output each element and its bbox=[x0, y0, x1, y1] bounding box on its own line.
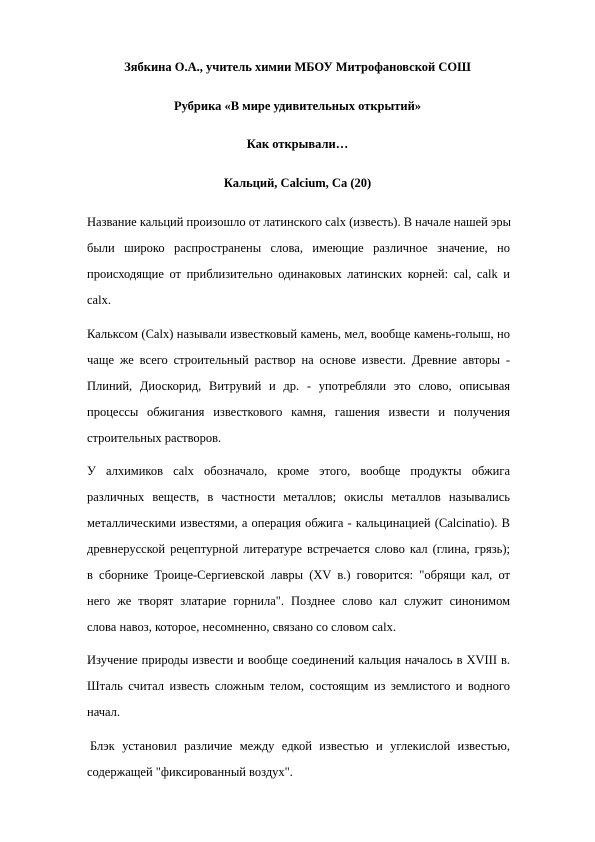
text-line: Блэк установил различие между едкой известью и углекислой известью, bbox=[90, 739, 510, 753]
text-line: Кальксом (Calx) называли известковый камень, мел, вообще камень-голыш, но bbox=[87, 327, 510, 341]
author-line: Зябкина О.А., учитель химии МБОУ Митрофановской СОШ bbox=[124, 60, 471, 74]
text-line: металлическими известями, а операция обжига - кальцинацией (Calcinatio). В bbox=[87, 516, 510, 530]
text-line: начал. bbox=[87, 705, 121, 719]
text-line: У алхимиков calx обозначало, кроме этого, вообще продукты обжига bbox=[87, 464, 510, 478]
paragraph-black bbox=[87, 733, 510, 785]
text-line: Плиний, Диоскорид, Витрувий и др. - употребляли это слово, описывая bbox=[87, 379, 510, 393]
text-line: были широко распространены слова, имеющие различное значение, но bbox=[87, 241, 510, 255]
text-line: чаще же всего строительный раствор на основе извести. Древние авторы - bbox=[87, 353, 510, 367]
text-line: происходящие от приблизительно одинаковых латинских корней: cal, calk и bbox=[87, 267, 510, 281]
text-line: Шталь считал известь сложным телом, состоящим из землистого и водного bbox=[87, 679, 510, 693]
paragraph-etymology bbox=[87, 209, 510, 313]
element-title: Кальций, Calcium, Ca (20) bbox=[223, 176, 372, 190]
text-line: слова навоз, которое, несомненно, связано со словом calx. bbox=[87, 620, 396, 634]
paragraph-alchemists bbox=[87, 458, 510, 640]
paragraph-study-history bbox=[87, 647, 510, 725]
section-title: Как открывали… bbox=[246, 137, 349, 151]
text-line: в сборнике Троице-Сергиевской лавры (XV в.) говорится: "обрящи кал, от bbox=[87, 568, 510, 582]
text-line: него же творят златарие горнила". Позднее слово кал служит синонимом bbox=[87, 594, 510, 608]
paragraph-calx-meaning bbox=[87, 321, 510, 451]
text-line: calx. bbox=[87, 293, 111, 307]
text-line: различных веществ, в частности металлов; окислы металлов назывались bbox=[87, 490, 510, 504]
text-line: древнерусской рецептурной литературе встречается слово кал (глина, грязь); bbox=[87, 542, 510, 556]
text-line: строительных растворов. bbox=[87, 431, 222, 445]
text-line: Название кальций произошло от латинского calx (известь). В начале нашей эры bbox=[87, 215, 511, 229]
text-line: процессы обжигания известкового камня, гашения извести и получения bbox=[87, 405, 510, 419]
text-line: Изучение природы извести и вообще соединений кальция началось в XVIII в. bbox=[87, 653, 510, 667]
rubric-title: Рубрика «В мире удивительных открытий» bbox=[173, 99, 422, 113]
text-line: содержащей "фиксированный воздух". bbox=[87, 765, 293, 779]
